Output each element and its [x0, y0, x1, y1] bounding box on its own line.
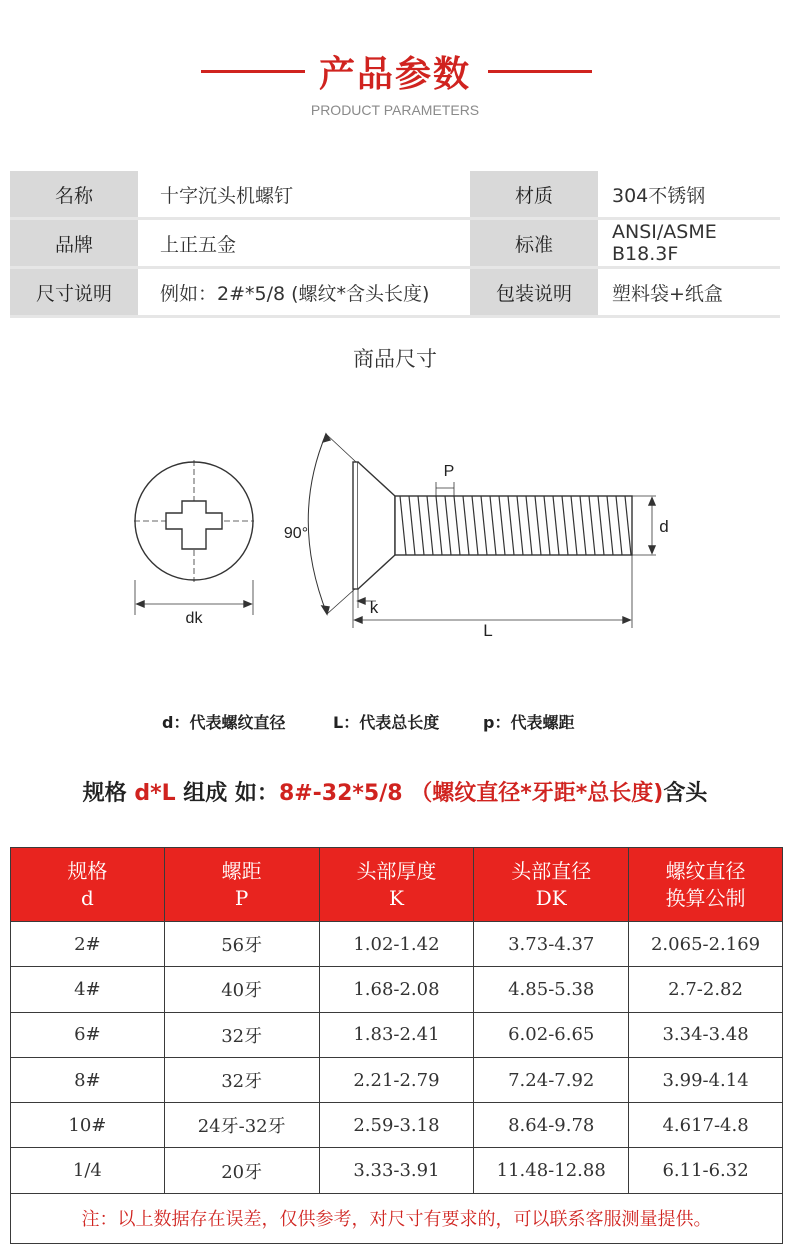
column-header: 头部直径 DK — [474, 848, 629, 922]
params-row — [10, 171, 780, 220]
table-cell: 3.99-4.14 — [629, 1057, 783, 1102]
title-divider-right — [488, 70, 592, 73]
angle-label: 90° — [283, 525, 309, 542]
table-cell: 2.59-3.18 — [319, 1103, 474, 1148]
table-cell: 20牙 — [164, 1148, 319, 1193]
table-cell: 1.68-2.08 — [319, 967, 474, 1012]
params-row — [10, 269, 780, 318]
page-subtitle: PRODUCT PARAMETERS — [310, 102, 480, 118]
column-header: 螺纹直径 换算公制 — [629, 848, 783, 922]
spec-mid: 组成 如： — [175, 781, 279, 806]
table-cell: 40牙 — [164, 967, 319, 1012]
pitch-label: P — [443, 463, 455, 480]
param-value: 塑料袋+纸盒 — [598, 269, 780, 318]
d-label: d — [659, 517, 669, 536]
table-cell: 4# — [11, 967, 165, 1012]
table-cell: 2.21-2.79 — [319, 1057, 474, 1102]
table-cell: 3.33-3.91 — [319, 1148, 474, 1193]
spec-formula: d*L — [134, 781, 176, 806]
screw-side-view — [308, 434, 656, 628]
table-cell: 32牙 — [164, 1057, 319, 1102]
legend-l: L：代表总长度 — [333, 713, 440, 732]
table-cell: 1/4 — [11, 1148, 165, 1193]
param-key: 名称 — [10, 171, 138, 220]
section-header — [0, 46, 790, 96]
spec-prefix: 规格 — [82, 781, 135, 806]
table-cell: 8.64-9.78 — [474, 1103, 629, 1148]
param-value: 例如：2#*5/8 (螺纹*含头长度) — [138, 269, 470, 318]
table-cell: 1.83-2.41 — [319, 1012, 474, 1057]
table-note-row — [11, 1193, 783, 1243]
param-key: 尺寸说明 — [10, 269, 138, 318]
table-row — [11, 1012, 783, 1057]
spec-suffix: 含头 — [663, 781, 708, 806]
table-row — [11, 922, 783, 967]
dk-label: dk — [185, 610, 203, 627]
title-divider-left — [201, 70, 305, 73]
table-cell: 10# — [11, 1103, 165, 1148]
params-table — [10, 171, 780, 318]
table-cell: 3.34-3.48 — [629, 1012, 783, 1057]
table-cell: 24牙-32牙 — [164, 1103, 319, 1148]
param-value: 十字沉头机螺钉 — [138, 171, 470, 220]
table-row — [11, 1103, 783, 1148]
table-cell: 2.7-2.82 — [629, 967, 783, 1012]
table-cell: 7.24-7.92 — [474, 1057, 629, 1102]
table-row — [11, 967, 783, 1012]
table-cell: 56牙 — [164, 922, 319, 967]
spec-format-line — [0, 776, 790, 807]
table-cell: 6.02-6.65 — [474, 1012, 629, 1057]
table-cell: 4.617-4.8 — [629, 1103, 783, 1148]
param-key: 标准 — [470, 220, 598, 269]
legend-d: d：代表螺纹直径 — [162, 713, 286, 732]
table-row — [11, 1057, 783, 1102]
param-value: 上正五金 — [138, 220, 470, 269]
table-cell: 4.85-5.38 — [474, 967, 629, 1012]
params-row — [10, 220, 780, 269]
size-section-title: 商品尺寸 — [353, 347, 437, 371]
param-key: 材质 — [470, 171, 598, 220]
spec-example: 8#-32*5/8 （螺纹直径*牙距*总长度) — [278, 781, 664, 806]
table-cell: 11.48-12.88 — [474, 1148, 629, 1193]
column-header: 规格 d — [11, 848, 165, 922]
table-cell: 8# — [11, 1057, 165, 1102]
table-cell: 6# — [11, 1012, 165, 1057]
column-header: 头部厚度 K — [319, 848, 474, 922]
table-cell: 2# — [11, 922, 165, 967]
table-row — [11, 1148, 783, 1193]
column-header: 螺距 P — [164, 848, 319, 922]
table-cell: 3.73-4.37 — [474, 922, 629, 967]
screw-head-top-view — [134, 460, 254, 615]
screw-diagram — [120, 420, 680, 650]
param-value: ANSI/ASME B18.3F — [598, 220, 780, 269]
table-cell: 32牙 — [164, 1012, 319, 1057]
table-cell: 2.065-2.169 — [629, 922, 783, 967]
page-title: 产品参数 — [318, 54, 471, 95]
table-header-row — [11, 848, 783, 922]
phillips-cross-icon — [166, 501, 222, 549]
param-value: 304不锈钢 — [598, 171, 780, 220]
size-table — [10, 847, 783, 1244]
table-cell: 1.02-1.42 — [319, 922, 474, 967]
legend-p: p：代表螺距 — [483, 713, 575, 732]
table-note: 注：以上数据存在误差，仅供参考，对尺寸有要求的，可以联系客服测量提供。 — [11, 1193, 783, 1243]
k-label: k — [369, 598, 379, 617]
l-label: L — [483, 621, 493, 640]
param-key: 包装说明 — [470, 269, 598, 318]
table-cell: 6.11-6.32 — [629, 1148, 783, 1193]
param-key: 品牌 — [10, 220, 138, 269]
